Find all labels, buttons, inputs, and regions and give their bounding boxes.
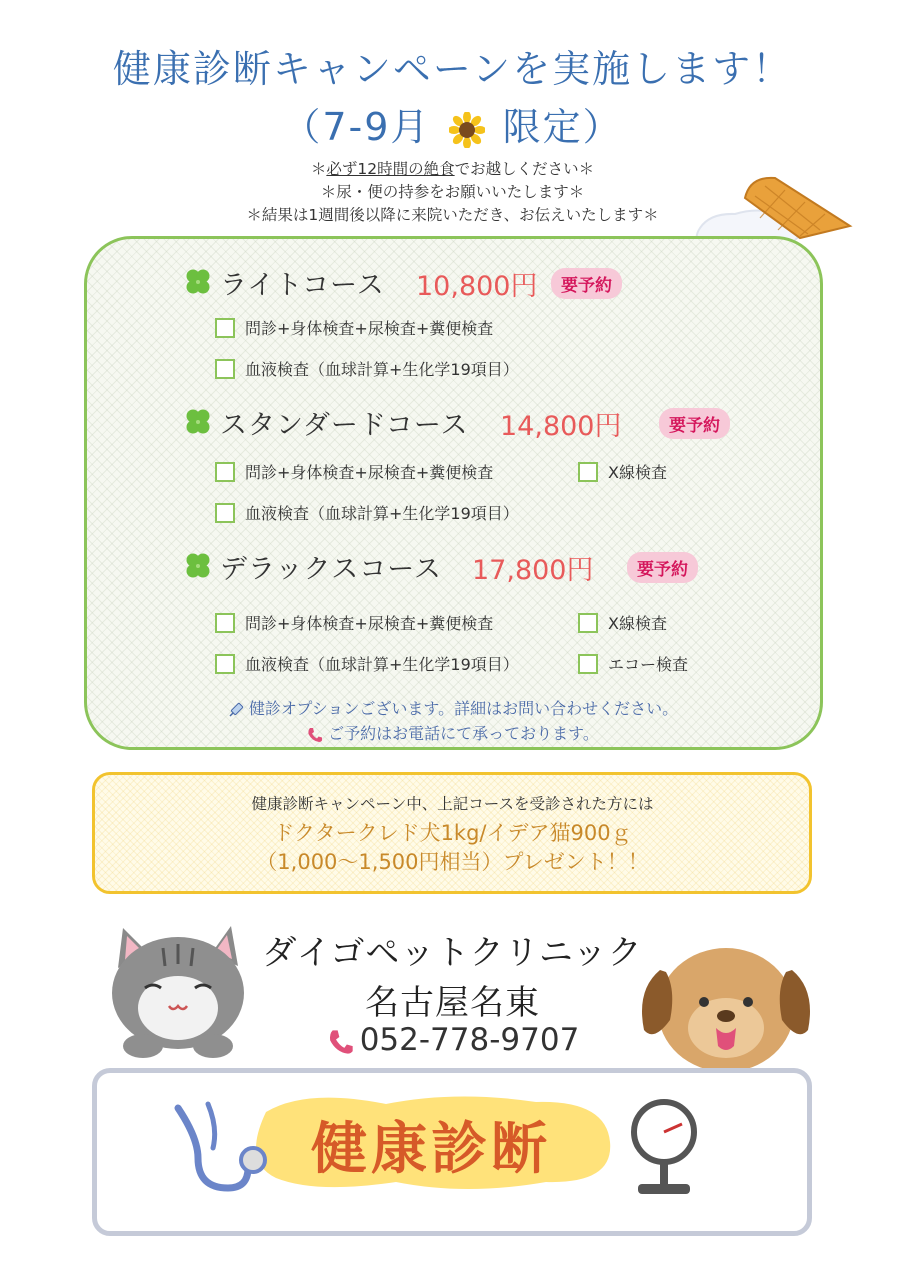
present-item: ドクタークレド犬1kg/イデア猫900ｇ <box>273 821 632 845</box>
checklist-item <box>578 460 667 483</box>
options-note <box>0 696 905 719</box>
checkbox-icon <box>215 654 235 674</box>
checkbox-icon <box>578 654 598 674</box>
scale-icon <box>624 1094 704 1200</box>
checkbox-icon <box>578 462 598 482</box>
item-label: 問診+身体検査+尿検査+糞便検査 <box>245 463 494 482</box>
item-label: X線検査 <box>608 463 667 482</box>
checkbox-icon <box>215 318 235 338</box>
course-price: 17,800円 <box>472 555 594 586</box>
checklist-item <box>578 652 688 675</box>
item-label: X線検査 <box>608 614 667 633</box>
course-name: スタンダードコース <box>220 409 469 441</box>
checkbox-icon <box>215 462 235 482</box>
checklist-item <box>215 611 493 634</box>
item-label: 問診+身体検査+尿検査+糞便検査 <box>245 614 494 633</box>
present-value: （1,000～1,500円相当）プレゼント！！ <box>256 850 649 874</box>
stethoscope-icon <box>168 1098 278 1198</box>
clover-icon <box>182 550 214 582</box>
reservation-note <box>0 721 905 744</box>
item-label: 血液検査（血球計算+生化学19項目） <box>245 360 519 379</box>
phone-number: 052-778-9707 <box>359 1022 580 1058</box>
dog-illustration <box>636 920 816 1088</box>
banner-title: 健康診断 <box>311 1116 551 1182</box>
course-price: 14,800円 <box>500 411 622 442</box>
checklist-item <box>215 460 493 483</box>
course-light <box>182 262 385 302</box>
checklist-item <box>215 316 493 339</box>
clinic-name: ダイゴペットクリニック <box>262 933 643 973</box>
course-deluxe <box>182 546 442 586</box>
course-name: ライトコース <box>220 269 385 301</box>
clover-icon <box>182 406 214 438</box>
checklist-item <box>215 652 519 675</box>
item-label: 血液検査（血球計算+生化学19項目） <box>245 504 519 523</box>
item-label: 問診+身体検査+尿検査+糞便検査 <box>245 319 494 338</box>
note-samples: ＊尿・便の持参をお願いいたします＊ <box>320 183 585 201</box>
clinic-branch: 名古屋名東 <box>365 983 540 1023</box>
checkbox-icon <box>578 613 598 633</box>
reservation-text: ご予約はお電話にて承っております。 <box>328 724 599 743</box>
checklist-item <box>578 611 667 634</box>
checklist-item <box>215 357 519 380</box>
course-price: 10,800円 <box>416 271 538 302</box>
sunflower-icon <box>449 112 485 148</box>
reservation-badge: 要予約 <box>551 268 622 299</box>
item-label: 血液検査（血球計算+生化学19項目） <box>245 655 519 674</box>
checkbox-icon <box>215 613 235 633</box>
reservation-badge: 要予約 <box>659 408 730 439</box>
reservation-badge: 要予約 <box>627 552 698 583</box>
course-standard <box>182 402 469 442</box>
course-name: デラックスコース <box>220 553 442 585</box>
options-text: 健診オプションございます。詳細はお問い合わせください。 <box>248 699 679 718</box>
note-suffix: でお越しください＊ <box>454 160 595 178</box>
campaign-period <box>0 96 905 151</box>
phone-icon <box>326 1027 356 1057</box>
checkbox-icon <box>215 503 235 523</box>
note-fasting-emphasis: 必ず12時間の絶食 <box>326 160 455 178</box>
clover-icon <box>182 266 214 298</box>
period-label-left: （7-9月 <box>282 105 431 149</box>
phone-icon <box>306 726 324 744</box>
period-label-right: 限定） <box>502 105 623 149</box>
note-prefix: ＊ <box>310 160 327 178</box>
present-intro: 健康診断キャンペーン中、上記コースを受診された方には <box>251 795 654 813</box>
campaign-title: 健康診断キャンペーンを実施します！ <box>112 47 793 91</box>
note-results: ＊結果は1週間後以降に来院いただき、お伝えいたします＊ <box>246 206 659 224</box>
checklist-item <box>215 501 519 524</box>
syringe-icon <box>227 701 245 719</box>
checkbox-icon <box>215 359 235 379</box>
item-label: エコー検査 <box>608 655 689 674</box>
